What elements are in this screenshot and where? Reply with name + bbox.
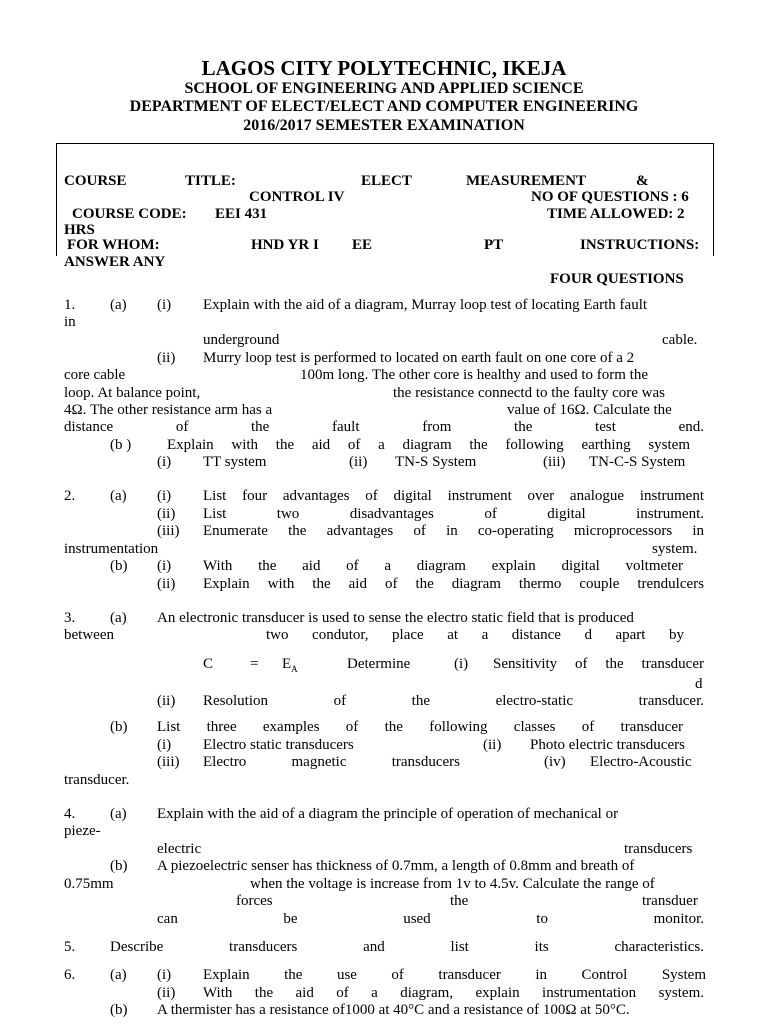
q3-determine: Determine xyxy=(347,656,411,672)
course-code-label: COURSE CODE: xyxy=(72,206,187,222)
q6-part-a: (a) xyxy=(110,967,127,983)
hours-label: HRS xyxy=(64,222,95,238)
q1-part-b: (b ) xyxy=(110,437,132,453)
q3-b-sub-iv-text: Electro-Acoustic xyxy=(590,754,692,770)
q3-formula-c: C xyxy=(203,656,214,672)
q1-line8: Explain with the aid of a diagram the following earthing system xyxy=(167,437,690,453)
for-whom-label: FOR WHOM: xyxy=(67,237,160,253)
q3-number: 3. xyxy=(64,610,76,626)
q4-line3: A piezoelectric senser has thickness of 0.7mm, a length of 0.8mm and breath of xyxy=(157,858,635,874)
q2-sub-ii: (ii) xyxy=(157,506,176,522)
q1-sys-iii-text: TN-C-S System xyxy=(589,454,686,470)
q5-number: 5. xyxy=(64,939,76,955)
q3-b-sub-ii: (ii) xyxy=(483,737,502,753)
q3-line5: List three examples of the following classes of transducer xyxy=(157,719,683,735)
q6-line3: A thermister has a resistance of1000 at 40°C and a resistance of 100Ω at 50°C. xyxy=(157,1002,630,1018)
q3-line2a: between xyxy=(64,627,114,643)
department-name: DEPARTMENT OF ELECT/ELECT AND COMPUTER ENGINEERING xyxy=(129,98,639,115)
q6-part-b: (b) xyxy=(110,1002,128,1018)
q3-formula-eq: = xyxy=(250,656,259,672)
school-name: SCHOOL OF ENGINEERING AND APPLIED SCIENCE xyxy=(184,80,584,97)
q2-line6: Explain with the aid of the diagram thermo couple trendulcers xyxy=(203,576,704,592)
q3-b-sub-i: (i) xyxy=(157,737,172,753)
instructions-answer: ANSWER ANY xyxy=(64,254,166,270)
q3-b-sub-iii: (iii) xyxy=(157,754,180,770)
exam-title: 2016/2017 SEMESTER EXAMINATION xyxy=(243,117,525,134)
institution-title: LAGOS CITY POLYTECHNIC, IKEJA xyxy=(201,56,567,80)
q4-line5b: the xyxy=(450,893,469,909)
q1-number: 1. xyxy=(64,297,76,313)
q3-line2b: two condutor, place at a distance d apart by xyxy=(266,627,684,643)
q2-sub-iii: (iii) xyxy=(157,523,180,539)
q4-number: 4. xyxy=(64,806,76,822)
q2-line4b: system. xyxy=(652,541,698,557)
q3-part-a: (a) xyxy=(110,610,127,626)
course-label: COURSE xyxy=(64,173,127,189)
q1-sys-i: (i) xyxy=(157,454,172,470)
q1-line6b: value of 16Ω. Calculate the xyxy=(507,402,672,418)
q1-line5b: the resistance connectd to the faulty core was xyxy=(393,385,665,401)
q2-sub-i: (i) xyxy=(157,488,172,504)
q4-line5c: transduer xyxy=(642,893,698,909)
q1-line6a: 4Ω. The other resistance arm has a xyxy=(64,402,273,418)
q6-line2: With the aid of a diagram, explain instrumentation system. xyxy=(203,985,704,1001)
q1-line2a: underground xyxy=(203,332,280,348)
q3-formula-e: $E_A$ xyxy=(282,656,298,674)
q3-sensitivity: Sensitivity of the transducer xyxy=(493,656,704,672)
q1-line7: distance of the fault from the test end. xyxy=(64,419,704,435)
q4-line4a: 0.75mm xyxy=(64,876,114,892)
course-title-word2: MEASUREMENT xyxy=(466,173,587,189)
instructions-label: INSTRUCTIONS: xyxy=(580,237,700,253)
q2-line1: List four advantages of digital instrument over analogue instrument xyxy=(203,488,704,504)
q6-sub-i: (i) xyxy=(157,967,172,983)
title-label: TITLE: xyxy=(185,173,236,189)
for-whom-mode: PT xyxy=(484,237,504,253)
q1-line4b: 100m long. The other core is healthy and used to form the xyxy=(300,367,648,383)
q3-b-sub-i-text: Electro static transducers xyxy=(203,737,354,753)
q1-line1: Explain with the aid of a diagram, Murray loop test of locating Earth fault xyxy=(203,297,648,313)
course-code: EEI 431 xyxy=(215,206,268,222)
q1-sys-i-text: TT system xyxy=(203,454,267,470)
q6-number: 6. xyxy=(64,967,76,983)
q2-part-b: (b) xyxy=(110,558,128,574)
q3-b-sub-iv: (iv) xyxy=(544,754,566,770)
q5-line1: Describe transducers and list its characteristics. xyxy=(110,939,704,955)
q2-number: 2. xyxy=(64,488,76,504)
q3-line1: An electronic transducer is used to sense the electro static field that is produced xyxy=(157,610,634,626)
q3-b-sub-ii-text: Photo electric transducers xyxy=(530,737,685,753)
q1-line4a: core cable xyxy=(64,367,126,383)
q1-line5a: loop. At balance point, xyxy=(64,385,201,401)
q4-line6: can be used to monitor. xyxy=(157,911,704,927)
q4-part-b: (b) xyxy=(110,858,128,874)
q2-line3: Enumerate the advantages of in co-operating microprocessors in xyxy=(203,523,704,539)
q1-line3: Murry loop test is performed to located on earth fault on one core of a 2 xyxy=(203,350,635,366)
q3-line7: transducer. xyxy=(64,772,130,788)
q4-part-a: (a) xyxy=(110,806,127,822)
for-whom-dept: EE xyxy=(352,237,373,253)
course-title-line2: CONTROL IV xyxy=(249,189,345,205)
q3-formula-sub: A xyxy=(291,664,298,674)
q4-line2b: transducers xyxy=(624,841,693,857)
q4-line5a: forces xyxy=(236,893,273,909)
q1-sys-ii: (ii) xyxy=(349,454,368,470)
q3-b-sub-iii-text: Electro magnetic transducers xyxy=(203,754,460,770)
q3-formula-d: d xyxy=(695,676,703,692)
q4-line2a: electric xyxy=(157,841,202,857)
q1-line1-wrap: in xyxy=(64,314,76,330)
q4-line1: Explain with the aid of a diagram the principle of operation of mechanical or xyxy=(157,806,619,822)
q3-line4: Resolution of the electro-static transducer. xyxy=(203,693,704,709)
q2-part-a: (a) xyxy=(110,488,127,504)
q2-line4a: instrumentation xyxy=(64,541,159,557)
q3-sub-ii: (ii) xyxy=(157,693,176,709)
q6-line1: Explain the use of transducer in Control System xyxy=(203,967,706,983)
q1-sys-iii: (iii) xyxy=(543,454,566,470)
for-whom-level: HND YR I xyxy=(251,237,319,253)
course-title-amp: & xyxy=(636,173,649,189)
number-of-questions: NO OF QUESTIONS : 6 xyxy=(531,189,689,205)
q3-det-i: (i) xyxy=(454,656,469,672)
q1-sys-ii-text: TN-S System xyxy=(395,454,477,470)
q1-part-a: (a) xyxy=(110,297,127,313)
q4-line4b: when the voltage is increase from 1v to 4.5v. Calculate the range of xyxy=(250,876,655,892)
q1-sub-ii: (ii) xyxy=(157,350,176,366)
q2-b-sub-i: (i) xyxy=(157,558,172,574)
q2-b-sub-ii: (ii) xyxy=(157,576,176,592)
q1-sub-i: (i) xyxy=(157,297,172,313)
q1-line2b: cable. xyxy=(662,332,698,348)
q6-sub-ii: (ii) xyxy=(157,985,176,1001)
q3-part-b: (b) xyxy=(110,719,128,735)
q4-line1-wrap: pieze- xyxy=(64,823,101,839)
q2-line5: With the aid of a diagram explain digital voltmeter xyxy=(203,558,683,574)
course-title-word1: ELECT xyxy=(361,173,412,189)
instructions-four: FOUR QUESTIONS xyxy=(550,271,684,287)
q2-line2: List two disadvantages of digital instrument. xyxy=(203,506,704,522)
time-allowed: TIME ALLOWED: 2 xyxy=(547,206,685,222)
